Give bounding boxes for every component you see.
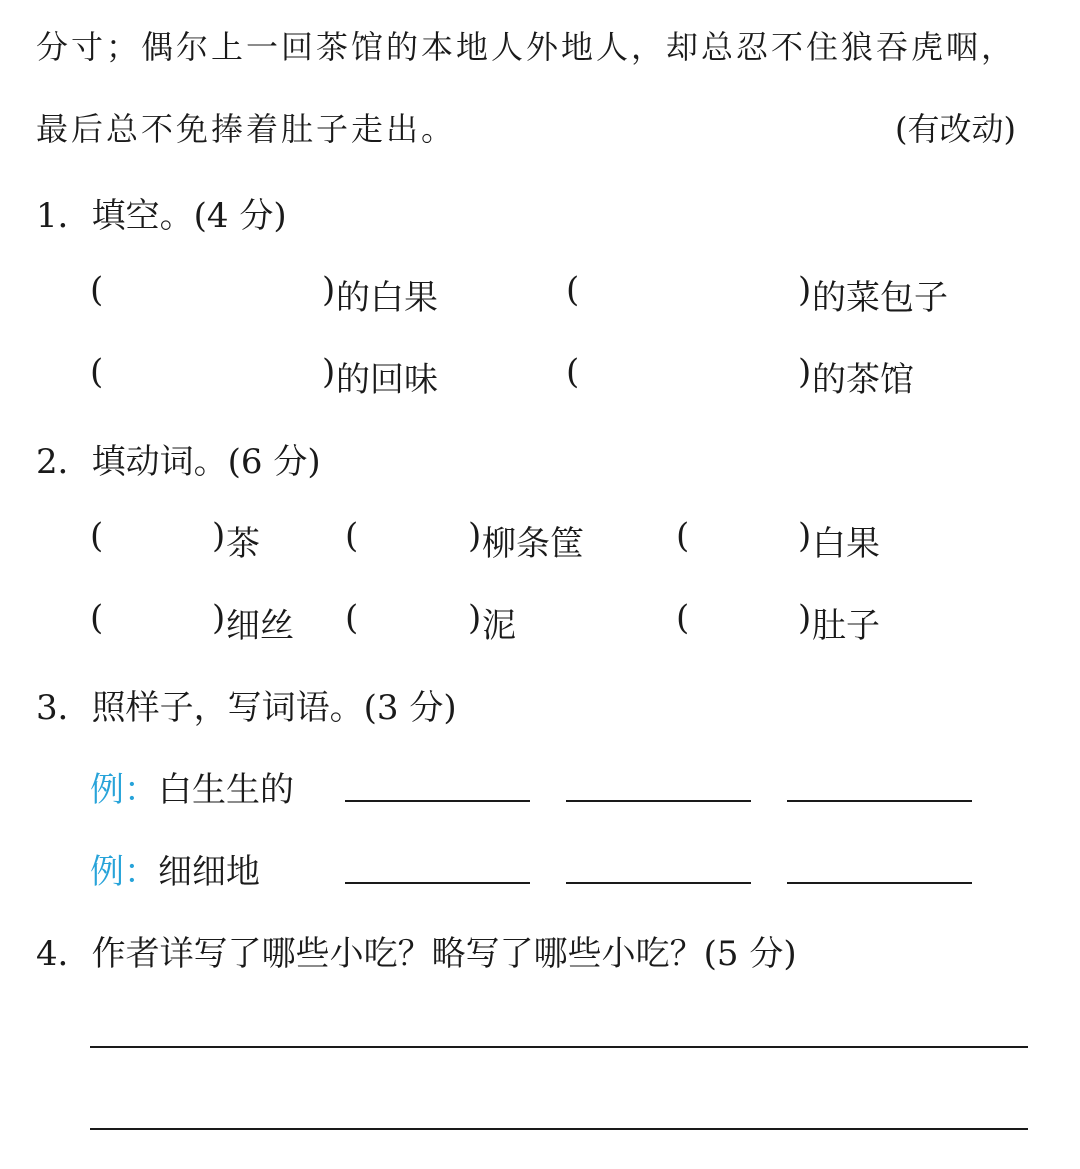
blank-close-paren: ) — [798, 270, 812, 310]
blank-open-paren: ( — [90, 352, 104, 392]
answer-blank[interactable] — [345, 882, 530, 884]
example-1 — [90, 762, 294, 811]
example-2 — [90, 844, 260, 893]
example-label: 例： — [90, 770, 158, 810]
blank-open-paren: ( — [90, 516, 104, 556]
question-3 — [36, 680, 457, 729]
question-number: 3． — [36, 688, 92, 728]
blank-suffix: 的菜包子 — [812, 278, 948, 318]
question-2 — [36, 434, 321, 483]
blank-close-paren: ) — [798, 516, 812, 556]
blank-open-paren: ( — [345, 598, 359, 638]
question-prompt: 照样子，写词语。(3 分) — [91, 688, 457, 728]
blank-close-paren: ) — [322, 352, 336, 392]
answer-blank[interactable] — [566, 800, 751, 802]
blank-open-paren: ( — [90, 270, 104, 310]
answer-blank[interactable] — [787, 882, 972, 884]
blank-suffix: 的白果 — [336, 278, 438, 318]
q1-row-1 — [0, 270, 1080, 318]
question-number: 1． — [36, 196, 92, 236]
blank-suffix: 白果 — [812, 524, 880, 564]
blank-open-paren: ( — [566, 270, 580, 310]
blank-open-paren: ( — [345, 516, 359, 556]
passage-line-1: 分寸；偶尔上一回茶馆的本地人外地人，却总忍不住狼吞虎咽， — [36, 28, 1017, 66]
answer-blank[interactable] — [345, 800, 530, 802]
q2-row-1 — [0, 516, 1080, 564]
blank-close-paren: ) — [798, 598, 812, 638]
answer-line[interactable] — [90, 1046, 1028, 1048]
blank-suffix: 肚子 — [812, 606, 880, 646]
question-prompt: 填动词。(6 分) — [91, 442, 321, 482]
blank-close-paren: ) — [212, 598, 226, 638]
blank-suffix: 泥 — [482, 606, 516, 646]
blank-open-paren: ( — [566, 352, 580, 392]
answer-blank[interactable] — [566, 882, 751, 884]
question-prompt: 作者详写了哪些小吃？略写了哪些小吃？(5 分) — [91, 934, 797, 974]
q1-row-2 — [0, 352, 1080, 400]
example-label: 例： — [90, 852, 158, 892]
blank-suffix: 细丝 — [226, 606, 294, 646]
question-prompt: 填空。(4 分) — [91, 196, 287, 236]
example-word: 细细地 — [158, 852, 260, 892]
blank-open-paren: ( — [676, 598, 690, 638]
question-number: 4． — [36, 934, 92, 974]
blank-close-paren: ) — [322, 270, 336, 310]
blank-close-paren: ) — [468, 598, 482, 638]
source-note: (有改动) — [895, 110, 1016, 148]
question-4 — [36, 926, 797, 975]
blank-suffix: 的回味 — [336, 360, 438, 400]
blank-suffix: 柳条筐 — [482, 524, 584, 564]
question-number: 2． — [36, 442, 92, 482]
blank-open-paren: ( — [676, 516, 690, 556]
question-1 — [36, 188, 287, 237]
answer-blank[interactable] — [787, 800, 972, 802]
blank-close-paren: ) — [468, 516, 482, 556]
example-word: 白生生的 — [158, 770, 294, 810]
passage-line-2: 最后总不免捧着肚子走出。 — [36, 110, 457, 148]
q2-row-2 — [0, 598, 1080, 646]
answer-line[interactable] — [90, 1128, 1028, 1130]
blank-close-paren: ) — [212, 516, 226, 556]
blank-open-paren: ( — [90, 598, 104, 638]
blank-suffix: 的茶馆 — [812, 360, 914, 400]
blank-suffix: 茶 — [226, 524, 260, 564]
blank-close-paren: ) — [798, 352, 812, 392]
